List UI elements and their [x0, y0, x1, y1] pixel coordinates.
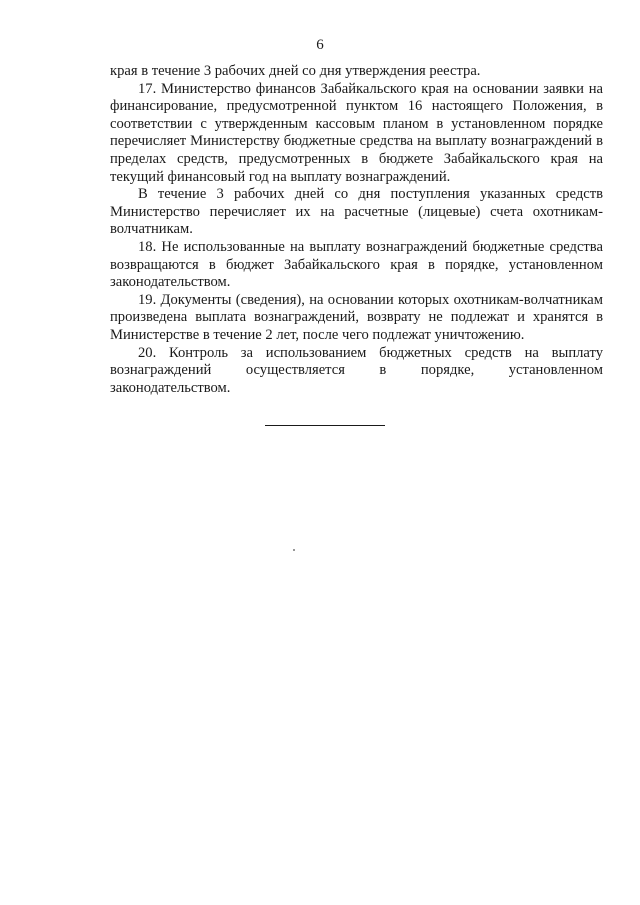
paragraph-continuation: края в течение 3 рабочих дней со дня утверждения реестра.: [110, 63, 481, 79]
paragraph-item-17: 17. Министерство финансов Забайкальского края на основании заявки на финансирование, предусмотренной пунктом 16 настоящего Положения, в соответствии с утвержденным кассовым планом в установленном порядке перечисляет Министерству бюджетные средства на выплату вознаграждений в пределах средств, предусмотренных в бюджете Забайкальского края на текущий финансовый год на выплату вознаграждений.: [110, 80, 603, 185]
paragraph-item-18: 18. Не использованные на выплату вознаграждений бюджетные средства возвращаются в бюджет Забайкальского края в порядке, установленном законодательством.: [110, 238, 603, 291]
paragraph-item-20: 20. Контроль за использованием бюджетных средств на выплату вознаграждений осуществляется в порядке, установленном законодательством.: [110, 344, 603, 396]
page-number: 6: [316, 37, 324, 53]
paragraph-transfer-deadline: В течение 3 рабочих дней со дня поступления указанных средств Министерство перечисляет их на расчетные (лицевые) счета охотникам-волчатникам.: [110, 186, 603, 238]
paragraph-item-19: 19. Документы (сведения), на основании которых охотникам-волчатникам произведена выплата вознаграждений, возврату не подлежат и хранятся в Министерстве в течение 2 лет, после чего подлежат уничтожению.: [110, 291, 603, 343]
end-of-document-rule: [265, 425, 385, 426]
document-body: [110, 63, 603, 397]
scan-speck: [293, 549, 295, 551]
